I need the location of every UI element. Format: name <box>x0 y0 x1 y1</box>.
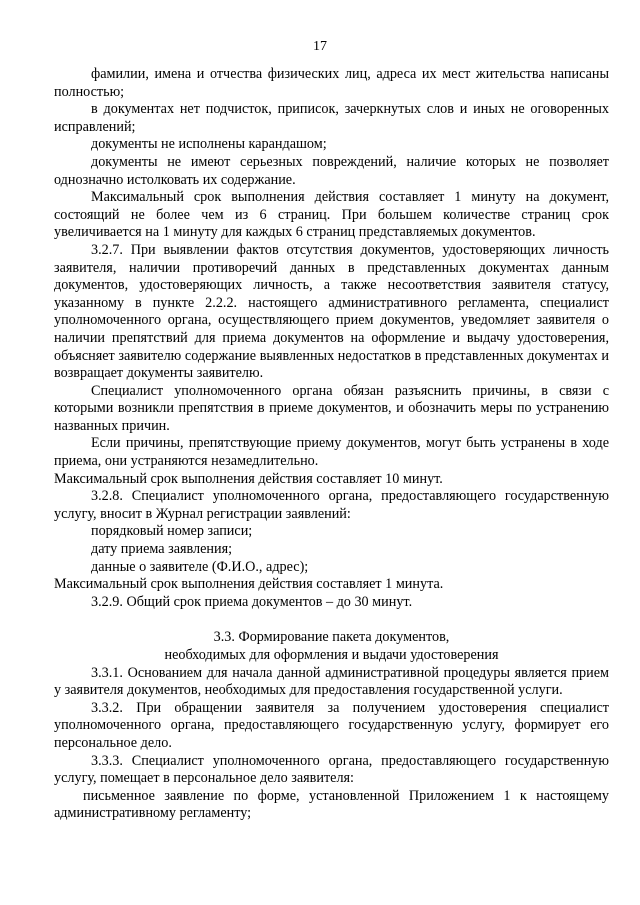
paragraph: 3.2.8. Специалист уполномоченного органа, предоставляющего государственную услугу, вносит в Журнал регистрации заявлений: <box>54 488 609 522</box>
paragraph: документы не имеют серьезных повреждений, наличие которых не позволяет однозначно истолковать их содержание. <box>54 153 609 188</box>
list-item: порядковый номер записи; <box>91 523 253 540</box>
paragraph: Максимальный срок выполнения действия составляет 1 минуту на документ, состоящий не более чем из 6 страниц. При большем количестве страниц срок увеличивается на 1 минуту для каждых 6 страниц представляемых документов. <box>54 189 609 241</box>
paragraph: 3.2.9. Общий срок приема документов – до 30 минут. <box>91 593 413 610</box>
paragraph: письменное заявление по форме, установленной Приложением 1 к настоящему административному регламенту; <box>54 787 609 822</box>
section-heading-line2: необходимых для оформления и выдачи удостоверения <box>164 647 499 663</box>
list-item: данные о заявителе (Ф.И.О., адрес); <box>91 558 309 575</box>
section-heading-line1: 3.3. Формирование пакета документов, <box>213 629 450 646</box>
paragraph: 3.2.7. При выявлении фактов отсутствия документов, удостоверяющих личность заявителя, наличии противоречий данных в представленных документах данным документов, удостоверяющих личность, а также несоответствия заявителя статусу, указанному в пункте 2.2.2. настоящего административного регламента, специалист уполномоченного органа, осуществляющего прием документов, уведомляет заявителя о наличии препятствий для приема документов на оформление и выдачу удостоверения, объясняет заявителю содержание выявленных недостатков в представленных документах и возвращает документы заявителю. <box>54 241 609 382</box>
section-heading <box>54 629 609 664</box>
document-body <box>54 66 609 823</box>
paragraph: Специалист уполномоченного органа обязан разъяснить причины, в связи с которыми возникли препятствия в приеме документов, и обозначить меры по устранению названных причин. <box>54 382 609 434</box>
paragraph: документы не исполнены карандашом; <box>91 136 327 153</box>
paragraph: Если причины, препятствующие приему документов, могут быть устранены в ходе приема, они устраняются незамедлительно. <box>54 435 609 470</box>
paragraph: 3.3.3. Специалист уполномоченного органа, предоставляющего государственную услугу, помещает в персональное дело заявителя: <box>54 752 609 787</box>
paragraph: 3.3.1. Основанием для начала данной административной процедуры является прием у заявителя документов, необходимых для предоставления государственной услуги. <box>54 664 609 699</box>
page-number: 17 <box>313 39 327 54</box>
paragraph: в документах нет подчисток, приписок, зачеркнутых слов и иных не оговоренных исправлений; <box>54 101 609 135</box>
paragraph: Максимальный срок выполнения действия составляет 10 минут. <box>54 470 443 487</box>
list-item: дату приема заявления; <box>91 541 233 558</box>
paragraph: Максимальный срок выполнения действия составляет 1 минута. <box>54 576 444 593</box>
paragraph: 3.3.2. При обращении заявителя за получением удостоверения специалист уполномоченного органа, предоставляющего государственную услугу, формирует его персональное дело. <box>54 699 609 751</box>
paragraph: фамилии, имена и отчества физических лиц, адреса их мест жительства написаны полностью; <box>54 66 609 100</box>
